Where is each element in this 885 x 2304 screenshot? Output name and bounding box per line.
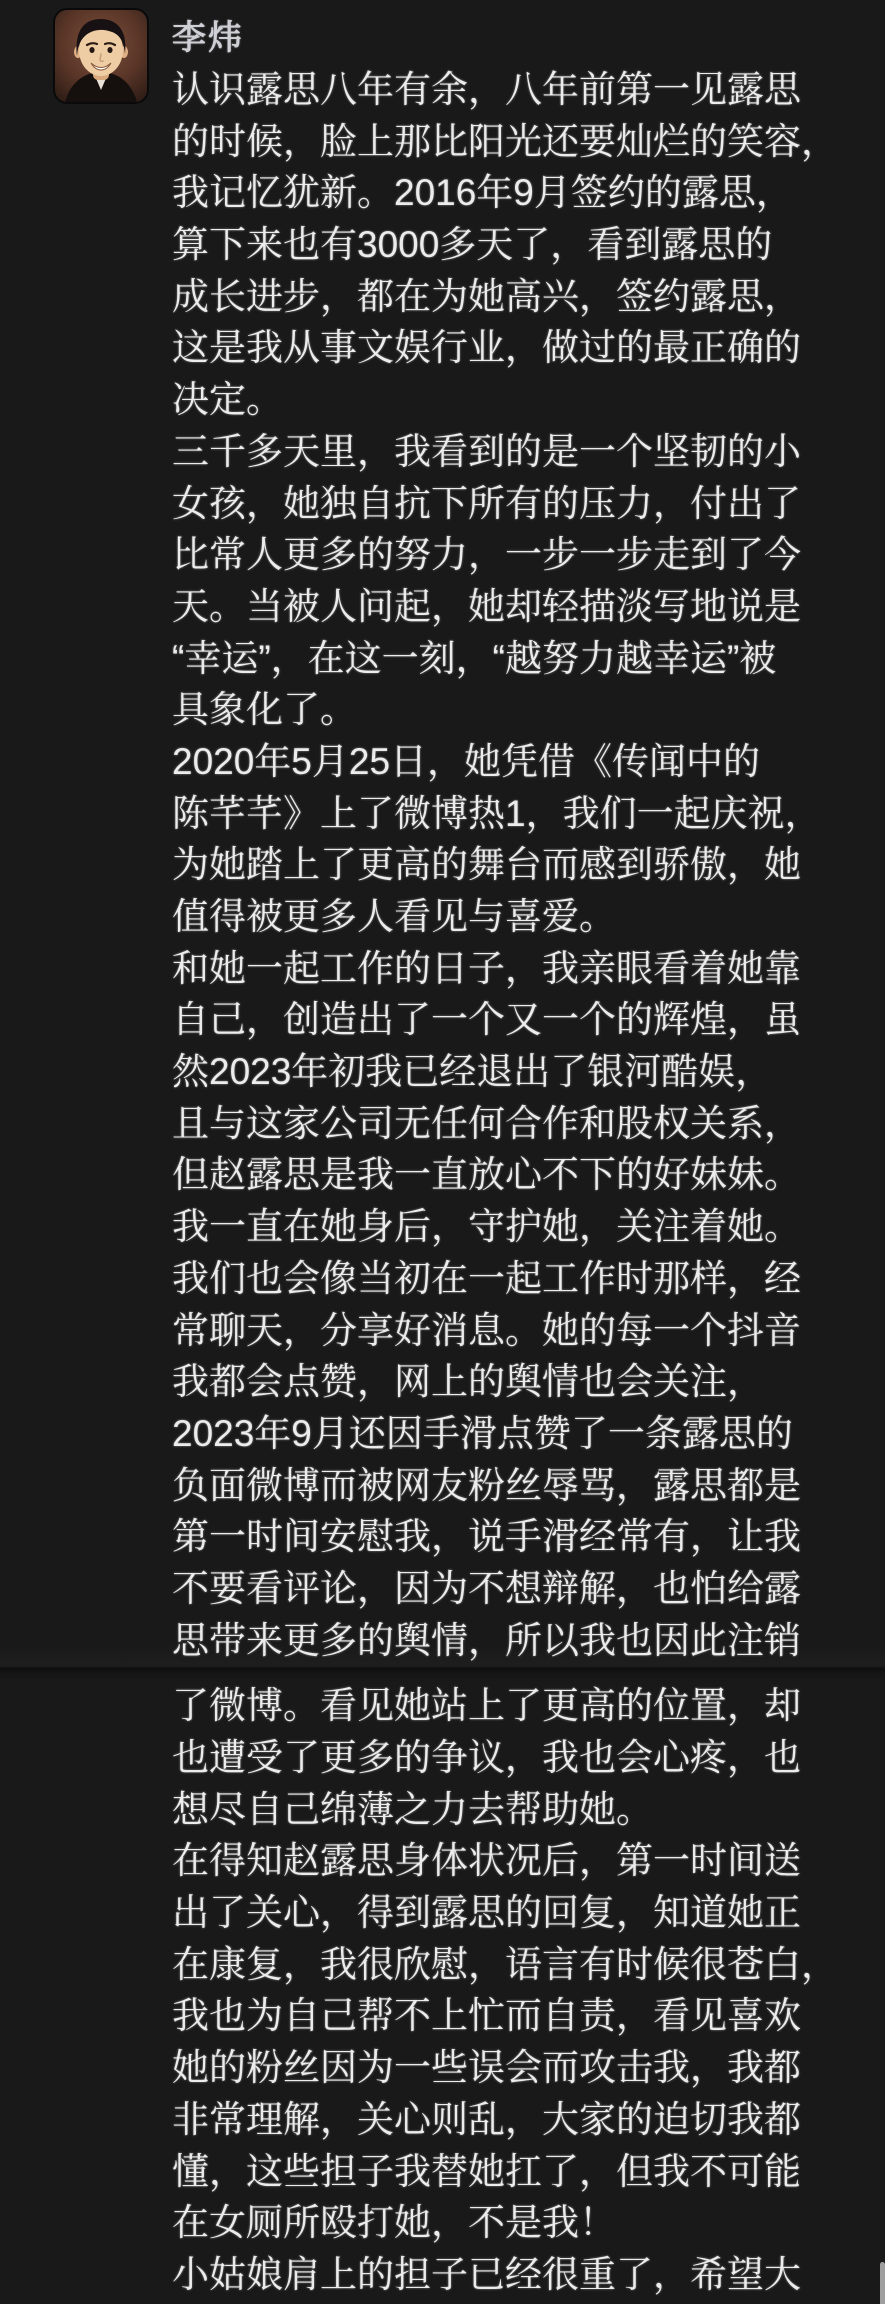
post-text-line: 三千多天里，我看到的是一个坚韧的小 xyxy=(172,430,801,472)
post-text-line: 在康复，我很欣慰，语言有时候很苍白， xyxy=(172,1943,838,1985)
post-text-line: 出了关心，得到露思的回复，知道她正 xyxy=(172,1892,801,1934)
post-text-line: 算下来也有3000多天了，看到露思的 xyxy=(172,224,773,266)
post-text-line: 然2023年初我已经退出了银河酷娱， xyxy=(172,1051,773,1093)
post-text-line: 小姑娘肩上的担子已经很重了，希望大 xyxy=(172,2253,801,2295)
post-paragraph-top xyxy=(172,64,872,1666)
username[interactable]: 李炜 xyxy=(172,19,244,57)
post-text-line: 常聊天，分享好消息。她的每一个抖音 xyxy=(172,1309,801,1351)
post-text-line: 认识露思八年有余，八年前第一见露思 xyxy=(172,69,801,110)
post-text-line: 具象化了。 xyxy=(172,689,357,731)
post-text-line: 2023年9月还因手滑点赞了一条露思的 xyxy=(172,1412,793,1454)
post-text-line: 我也为自己帮不上忙而自责，看见喜欢 xyxy=(172,1995,801,2037)
post-text-line: 在得知赵露思身体状况后，第一时间送 xyxy=(172,1840,801,1882)
post-text-line: 天。当被人问起，她却轻描淡写地说是 xyxy=(172,585,801,627)
post-text-line: 了微博。看见她站上了更高的位置，却 xyxy=(172,1685,801,1727)
post-text-line: 自己，创造出了一个又一个的辉煌，虽 xyxy=(172,999,801,1041)
post-text-line: 决定。 xyxy=(172,379,283,421)
post-text-line: 负面微博而被网友粉丝辱骂，露思都是 xyxy=(172,1464,801,1506)
post-text-line: 懂，这些担子我替她扛了，但我不可能 xyxy=(172,2150,801,2192)
post-text-line: 但赵露思是我一直放心不下的好妹妹。 xyxy=(172,1154,801,1196)
user-avatar[interactable] xyxy=(55,10,147,102)
post-text-line: 的时候，脸上那比阳光还要灿烂的笑容， xyxy=(172,120,838,162)
post-text-line: 且与这家公司无任何合作和股权关系， xyxy=(172,1102,801,1144)
post-text-line: 和她一起工作的日子，我亲眼看着她靠 xyxy=(172,947,801,989)
post-text-line: 第一时间安慰我，说手滑经常有，让我 xyxy=(172,1516,801,1558)
post-text-line: 陈芊芊》上了微博热1，我们一起庆祝， xyxy=(172,792,822,834)
post-text-line: 这是我从事文娱行业，做过的最正确的 xyxy=(172,327,801,369)
post-text-line: 成长进步，都在为她高兴，签约露思， xyxy=(172,275,801,317)
post-paragraph-bottom xyxy=(172,1680,872,2300)
post-text-line: 在女厕所殴打她，不是我！ xyxy=(172,2202,616,2244)
post-text-line: 比常人更多的努力，一步一步走到了今 xyxy=(172,534,801,576)
post-text-line: 她的粉丝因为一些误会而攻击我，我都 xyxy=(172,2047,801,2089)
post-text-line: “幸运”，在这一刻，“越努力越幸运”被 xyxy=(172,637,777,679)
post-text-line: 2020年5月25日，她凭借《传闻中的 xyxy=(172,740,761,782)
user-avatar-image xyxy=(55,10,147,102)
post-text-line: 也遭受了更多的争议，我也会心疼，也 xyxy=(172,1737,801,1778)
post-text-line: 想尽自己绵薄之力去帮助她。 xyxy=(172,1788,653,1830)
post-text-line: 我们也会像当初在一起工作时那样，经 xyxy=(172,1257,801,1299)
post-text-line: 非常理解，关心则乱，大家的迫切我都 xyxy=(172,2098,801,2140)
post-text-line: 为她踏上了更高的舞台而感到骄傲，她 xyxy=(172,844,801,886)
post-text-line: 我都会点赞，网上的舆情也会关注， xyxy=(172,1361,764,1403)
post-text-line: 女孩，她独自抗下所有的压力，付出了 xyxy=(172,482,801,524)
post-text xyxy=(172,64,872,2301)
post-text-line: 我一直在她身后，守护她，关注着她。 xyxy=(172,1206,801,1248)
post-text-line: 值得被更多人看见与喜爱。 xyxy=(172,896,616,937)
post-text-line: 思带来更多的舆情，所以我也因此注销 xyxy=(172,1619,801,1661)
post-text-line: 我记忆犹新。2016年9月签约的露思， xyxy=(172,172,793,214)
post-text-line: 不要看评论，因为不想辩解，也怕给露 xyxy=(172,1567,801,1609)
scrollbar-thumb[interactable] xyxy=(880,2262,885,2304)
